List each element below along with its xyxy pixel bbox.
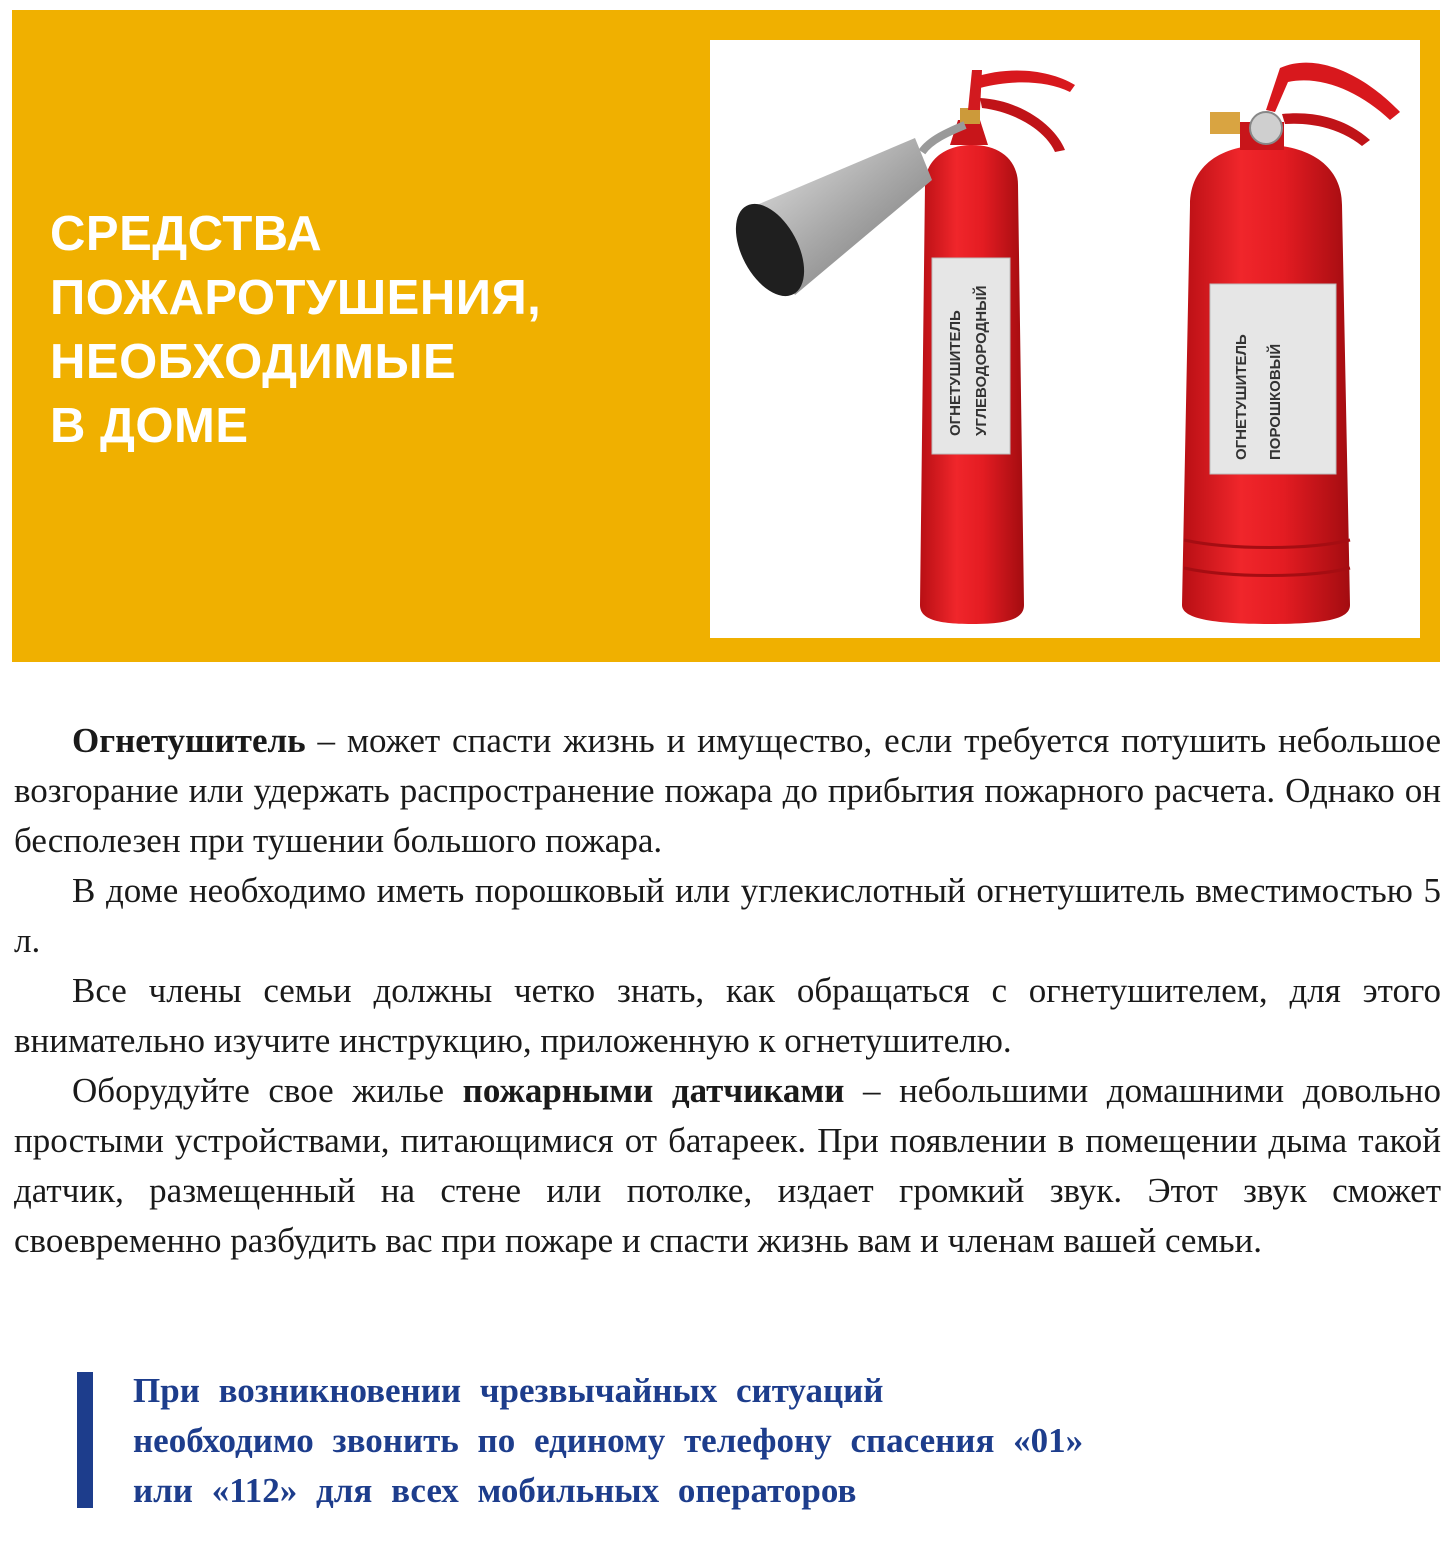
co2-label-line: УГЛЕВОДОРОДНЫЙ xyxy=(973,285,990,436)
paragraph-text: Оборудуйте свое жилье xyxy=(72,1071,463,1110)
paragraph: В доме необходимо иметь порошковый или углекислотный огнетушитель вместимостью 5 л. xyxy=(14,871,1441,960)
paragraph xyxy=(14,1066,1441,1266)
term-smoke-detectors: пожарными датчиками xyxy=(462,1071,845,1110)
paragraph: Все члены семьи должны четко знать, как обращаться с огнетушителем, для этого внимательно изучите инструкцию, приложенную к огнетушителю. xyxy=(14,971,1441,1060)
banner-title xyxy=(50,202,670,458)
powder-label-line: ОГНЕТУШИТЕЛЬ xyxy=(1233,334,1250,460)
term-extinguisher: Огнетушитель xyxy=(72,721,306,760)
notice-accent-bar xyxy=(77,1372,93,1508)
banner-title-line: В ДОМЕ xyxy=(50,399,249,453)
notice-line: При возникновении чрезвычайных ситуаций xyxy=(133,1371,884,1410)
notice-text xyxy=(133,1366,1203,1516)
paragraph-text: – небольшими домашними довольно простыми устройствами, питающимися от батареек. При появлении в помещении дыма такой датчик, размещенный на стене или потолке, издает громкий звук. Этот звук сможет своевременно разбудить вас при пожаре и спасти жизнь вам и членам вашей семьи. xyxy=(14,1071,1441,1260)
emergency-notice xyxy=(77,1372,1217,1508)
banner-title-line: ПОЖАРОТУШЕНИЯ, xyxy=(50,271,542,325)
banner-title-line: СРЕДСТВА xyxy=(50,207,323,261)
notice-line: необходимо звонить по единому телефону спасения «01» xyxy=(133,1421,1084,1460)
extinguishers-svg xyxy=(710,40,1420,638)
banner-title-line: НЕОБХОДИМЫЕ xyxy=(50,335,457,389)
co2-label-line: ОГНЕТУШИТЕЛЬ xyxy=(947,310,964,436)
paragraph-text: – может спасти жизнь и имущество, если требуется потушить небольшое возгорание или удержать распространение пожара до прибытия пожарного расчета. Однако он бесполезен при тушении большого пожара. xyxy=(14,721,1441,860)
powder-label-line: ПОРОШКОВЫЙ xyxy=(1267,343,1284,460)
header-banner xyxy=(12,10,1440,662)
paragraph xyxy=(14,716,1441,866)
powder-extinguisher xyxy=(1182,63,1400,624)
co2-extinguisher xyxy=(722,70,1075,624)
extinguishers-illustration xyxy=(710,40,1420,638)
article-body xyxy=(14,716,1441,1266)
notice-line: или «112» для всех мобильных операторов xyxy=(133,1471,857,1510)
